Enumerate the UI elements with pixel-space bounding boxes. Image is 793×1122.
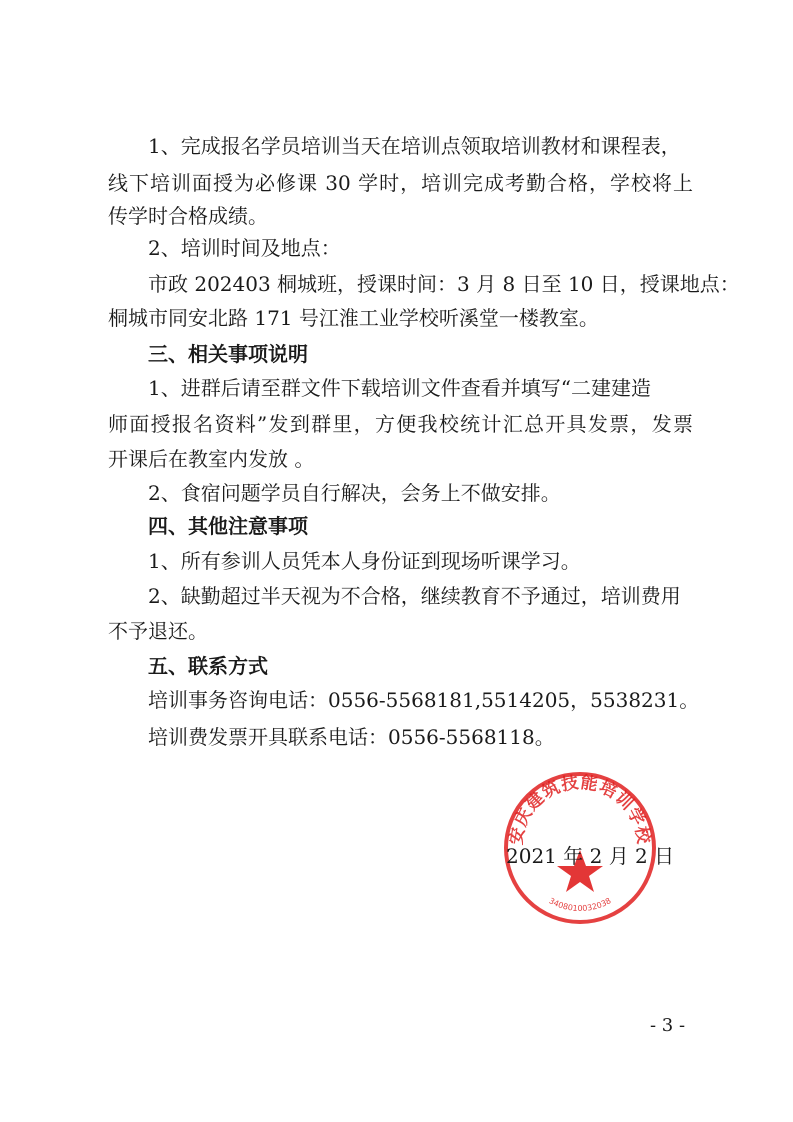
section3-item1-line2: 师面授报名资料”发到群里，方便我校统计汇总开具发票，发票 bbox=[108, 412, 693, 436]
section4-item2-line1: 2、缺勤超过半天视为不合格，继续教育不予通过，培训费用 bbox=[148, 584, 681, 608]
section4-item1: 1、所有参训人员凭本人身份证到现场听课学习。 bbox=[148, 549, 581, 573]
invoice-phone: 培训费发票开具联系电话：0556-5568118。 bbox=[148, 725, 555, 749]
section3-item2: 2、食宿问题学员自行解决，会务上不做安排。 bbox=[148, 481, 561, 505]
section4-heading: 四、其他注意事项 bbox=[148, 514, 308, 538]
section5-heading: 五、联系方式 bbox=[148, 654, 268, 678]
para1-line1: 1、完成报名学员培训当天在培训点领取培训教材和课程表， bbox=[148, 134, 681, 158]
svg-text:3408010032038 bbox=[547, 896, 612, 913]
section3-item1-line3: 开课后在教室内发放 。 bbox=[108, 447, 315, 471]
page-number: - 3 - bbox=[650, 1015, 686, 1036]
section4-item2-line2: 不予退还。 bbox=[108, 619, 208, 643]
contact-phone: 培训事务咨询电话：0556-5568181,5514205，5538231。 bbox=[148, 688, 700, 712]
signature-date: 2021 年 2 月 2 日 bbox=[506, 844, 675, 868]
para3-line1: 市政 202403 桐城班，授课时间：3 月 8 日至 10 日，授课地点： bbox=[148, 272, 740, 296]
seal-text: 安庆建筑技能培训学校 bbox=[506, 772, 654, 847]
para1-line3: 传学时合格成绩。 bbox=[108, 204, 268, 228]
para1-line2: 线下培训面授为必修课 30 学时，培训完成考勤合格，学校将上 bbox=[108, 171, 693, 195]
section3-heading: 三、相关事项说明 bbox=[148, 342, 308, 366]
seal-number: 3408010032038 bbox=[547, 896, 613, 914]
section3-item1-line1: 1、进群后请至群文件下载培训文件查看并填写“二建建造 bbox=[148, 376, 651, 400]
para2-line1: 2、培训时间及地点： bbox=[148, 236, 341, 260]
svg-text:安庆建筑技能培训学校 bbox=[506, 772, 655, 846]
para3-line2: 桐城市同安北路 171 号江淮工业学校听溪堂一楼教室。 bbox=[108, 306, 599, 330]
